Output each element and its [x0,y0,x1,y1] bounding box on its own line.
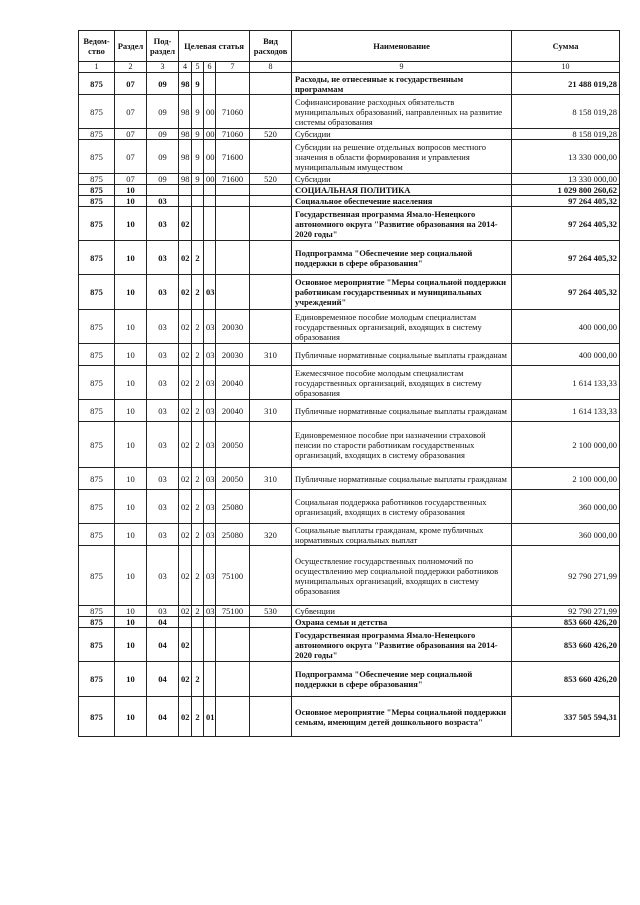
cell-program: 02 [179,546,192,606]
table-row [79,697,620,737]
table-row [79,207,620,241]
cell-sum: 853 660 426,20 [512,662,620,697]
cell-ved: 875 [79,546,115,606]
cell-vid [250,275,292,310]
cell-event: 03 [204,422,216,468]
table-row [79,129,620,140]
cell-sum: 8 158 019,28 [512,95,620,129]
cell-direction [216,617,250,628]
cell-ved: 875 [79,196,115,207]
cell-subprogram [192,617,204,628]
cell-razdel: 10 [115,275,147,310]
cell-event [204,207,216,241]
cell-program: 02 [179,524,192,546]
cell-sum: 97 264 405,32 [512,196,620,207]
cell-event: 03 [204,468,216,490]
cell-subprogram: 2 [192,366,204,400]
table-row [79,275,620,310]
cell-podrazdel: 03 [147,546,179,606]
cell-razdel: 10 [115,628,147,662]
cell-name: Субсидии на решение отдельных вопросов местного значения в области формирования и управления муниципальным имуществом [292,140,512,174]
cell-subprogram: 2 [192,468,204,490]
cell-ved: 875 [79,95,115,129]
cell-program: 98 [179,95,192,129]
cell-razdel: 10 [115,617,147,628]
table-row [79,662,620,697]
cell-razdel: 10 [115,662,147,697]
cell-program [179,185,192,196]
cell-sum: 360 000,00 [512,490,620,524]
cell-ved: 875 [79,174,115,185]
cell-razdel: 10 [115,546,147,606]
cell-name: Государственная программа Ямало-Ненецкого автономного округа "Развитие образования на 2014-2020 годы" [292,628,512,662]
cell-ved: 875 [79,662,115,697]
cell-vid: 520 [250,174,292,185]
cell-direction: 71060 [216,129,250,140]
cell-event: 01 [204,697,216,737]
cell-podrazdel: 09 [147,95,179,129]
cell-razdel: 07 [115,129,147,140]
cell-direction [216,207,250,241]
cell-sum: 8 158 019,28 [512,129,620,140]
table-row [79,617,620,628]
table-row [79,310,620,344]
cell-subprogram: 2 [192,275,204,310]
cell-direction [216,196,250,207]
budget-table-page [78,30,619,737]
cell-vid: 520 [250,129,292,140]
cell-direction: 75100 [216,546,250,606]
cell-program: 98 [179,174,192,185]
cell-direction: 25080 [216,524,250,546]
cell-event: 03 [204,310,216,344]
cell-name: Расходы, не отнесенные к государственным программам [292,73,512,95]
cell-program: 98 [179,140,192,174]
table-row [79,628,620,662]
cell-subprogram [192,185,204,196]
cell-razdel: 10 [115,185,147,196]
cell-podrazdel: 03 [147,310,179,344]
cell-sum: 97 264 405,32 [512,241,620,275]
cell-name: Основное мероприятие "Меры социальной поддержки работникам государственных и муниципальных учреждений" [292,275,512,310]
cell-direction: 20050 [216,468,250,490]
cell-sum: 360 000,00 [512,524,620,546]
cell-sum: 1 614 133,33 [512,400,620,422]
cell-sum: 337 505 594,31 [512,697,620,737]
cell-podrazdel: 04 [147,662,179,697]
cell-direction [216,697,250,737]
cell-name: Подпрограмма "Обеспечение мер социальной поддержки в сфере образования" [292,662,512,697]
cell-subprogram [192,196,204,207]
cell-name: Социальная поддержка работников государственных организаций, входящих в систему образования [292,490,512,524]
cell-subprogram: 2 [192,697,204,737]
cell-name: Основное мероприятие "Меры социальной поддержки семьям, имеющим детей дошкольного возраста" [292,697,512,737]
cell-subprogram: 2 [192,422,204,468]
cell-event: 03 [204,275,216,310]
cell-event: 00 [204,95,216,129]
cell-razdel: 10 [115,697,147,737]
cell-ved: 875 [79,129,115,140]
cell-razdel: 07 [115,73,147,95]
cell-podrazdel: 04 [147,628,179,662]
cell-event: 03 [204,344,216,366]
cell-podrazdel: 03 [147,344,179,366]
cell-program: 98 [179,129,192,140]
cell-sum: 13 330 000,00 [512,174,620,185]
cell-vid [250,241,292,275]
budget-table [78,30,620,737]
cell-vid [250,422,292,468]
cell-program: 02 [179,241,192,275]
cell-direction: 20050 [216,422,250,468]
cell-ved: 875 [79,628,115,662]
cell-name: Ежемесячное пособие молодым специалистам государственных организаций, входящих в систему образования [292,366,512,400]
cell-program: 02 [179,400,192,422]
cell-direction: 25080 [216,490,250,524]
header-vid: Вид расходов [250,31,292,62]
column-number: 1 [79,62,115,73]
column-number-row [79,62,620,73]
cell-razdel: 07 [115,174,147,185]
cell-name: Охрана семьи и детства [292,617,512,628]
column-number: 8 [250,62,292,73]
cell-razdel: 10 [115,422,147,468]
cell-razdel: 10 [115,524,147,546]
cell-podrazdel [147,185,179,196]
cell-event: 03 [204,606,216,617]
cell-vid: 310 [250,468,292,490]
cell-podrazdel: 03 [147,524,179,546]
column-number: 3 [147,62,179,73]
cell-sum: 92 790 271,99 [512,606,620,617]
cell-razdel: 10 [115,490,147,524]
cell-sum: 853 660 426,20 [512,617,620,628]
cell-subprogram: 2 [192,546,204,606]
cell-subprogram: 9 [192,140,204,174]
cell-sum: 92 790 271,99 [512,546,620,606]
cell-direction: 20030 [216,310,250,344]
cell-sum: 97 264 405,32 [512,275,620,310]
cell-event: 03 [204,524,216,546]
cell-podrazdel: 03 [147,400,179,422]
cell-program: 02 [179,310,192,344]
cell-direction [216,628,250,662]
cell-subprogram: 2 [192,606,204,617]
cell-event [204,617,216,628]
column-number: 10 [512,62,620,73]
cell-ved: 875 [79,617,115,628]
cell-podrazdel: 03 [147,366,179,400]
table-row [79,490,620,524]
cell-razdel: 10 [115,310,147,344]
cell-vid [250,628,292,662]
cell-program [179,196,192,207]
cell-program: 02 [179,422,192,468]
cell-direction: 71600 [216,174,250,185]
cell-subprogram: 2 [192,524,204,546]
table-row [79,524,620,546]
cell-program: 02 [179,662,192,697]
table-row [79,241,620,275]
cell-event: 03 [204,400,216,422]
cell-razdel: 07 [115,95,147,129]
table-row [79,366,620,400]
cell-sum: 400 000,00 [512,344,620,366]
cell-vid [250,662,292,697]
cell-sum: 1 029 800 260,62 [512,185,620,196]
table-row [79,140,620,174]
cell-subprogram: 2 [192,241,204,275]
cell-vid [250,207,292,241]
cell-podrazdel: 09 [147,174,179,185]
cell-razdel: 10 [115,207,147,241]
cell-direction [216,241,250,275]
cell-vid [250,546,292,606]
cell-event [204,73,216,95]
cell-event: 03 [204,490,216,524]
cell-podrazdel: 04 [147,617,179,628]
cell-subprogram: 2 [192,310,204,344]
column-number: 5 [192,62,204,73]
cell-ved: 875 [79,275,115,310]
cell-subprogram: 2 [192,490,204,524]
table-row [79,400,620,422]
column-number: 9 [292,62,512,73]
cell-program: 02 [179,366,192,400]
cell-ved: 875 [79,185,115,196]
cell-program: 02 [179,207,192,241]
cell-program: 02 [179,275,192,310]
cell-podrazdel: 03 [147,241,179,275]
table-row [79,174,620,185]
cell-razdel: 10 [115,344,147,366]
cell-podrazdel: 09 [147,129,179,140]
cell-ved: 875 [79,422,115,468]
cell-podrazdel: 09 [147,73,179,95]
cell-razdel: 10 [115,606,147,617]
cell-sum: 400 000,00 [512,310,620,344]
cell-subprogram: 9 [192,129,204,140]
cell-event: 03 [204,366,216,400]
cell-ved: 875 [79,207,115,241]
table-body [79,73,620,737]
cell-direction: 20030 [216,344,250,366]
cell-direction [216,185,250,196]
cell-program [179,617,192,628]
cell-vid: 310 [250,400,292,422]
cell-direction: 20040 [216,366,250,400]
cell-direction [216,275,250,310]
cell-name: Публичные нормативные социальные выплаты гражданам [292,468,512,490]
cell-direction: 71060 [216,95,250,129]
cell-podrazdel: 03 [147,422,179,468]
cell-ved: 875 [79,606,115,617]
cell-podrazdel: 09 [147,140,179,174]
cell-vid [250,196,292,207]
table-row [79,95,620,129]
cell-vid [250,366,292,400]
cell-sum: 13 330 000,00 [512,140,620,174]
cell-vid: 530 [250,606,292,617]
cell-podrazdel: 03 [147,275,179,310]
cell-name: Субвенции [292,606,512,617]
cell-podrazdel: 03 [147,468,179,490]
cell-program: 02 [179,606,192,617]
table-row [79,185,620,196]
cell-ved: 875 [79,490,115,524]
cell-vid [250,310,292,344]
cell-vid [250,140,292,174]
cell-name: Социальные выплаты гражданам, кроме публичных нормативных социальных выплат [292,524,512,546]
header-sum: Сумма [512,31,620,62]
cell-ved: 875 [79,468,115,490]
cell-razdel: 10 [115,400,147,422]
cell-name: Единовременное пособие молодым специалистам государственных организаций, входящих в систему образования [292,310,512,344]
cell-name: Осуществление государственных полномочий по осуществлению мер социальной поддержки работников муниципальных организаций, входящих в систему образования [292,546,512,606]
cell-name: Публичные нормативные социальные выплаты гражданам [292,344,512,366]
cell-sum: 2 100 000,00 [512,468,620,490]
cell-subprogram: 9 [192,73,204,95]
cell-ved: 875 [79,366,115,400]
cell-name: Подпрограмма "Обеспечение мер социальной поддержки в сфере образования" [292,241,512,275]
cell-podrazdel: 03 [147,196,179,207]
table-row [79,344,620,366]
header-razdel: Раздел [115,31,147,62]
table-row [79,73,620,95]
cell-sum: 853 660 426,20 [512,628,620,662]
cell-ved: 875 [79,140,115,174]
cell-name: Государственная программа Ямало-Ненецкого автономного округа "Развитие образования на 2014-2020 годы" [292,207,512,241]
column-number: 2 [115,62,147,73]
cell-subprogram [192,628,204,662]
cell-event: 00 [204,129,216,140]
header-celevaya: Целевая статья [179,31,250,62]
cell-vid [250,697,292,737]
cell-program: 02 [179,468,192,490]
cell-event [204,662,216,697]
table-row [79,468,620,490]
table-row [79,196,620,207]
table-row [79,606,620,617]
cell-ved: 875 [79,697,115,737]
cell-subprogram: 2 [192,400,204,422]
table-row [79,422,620,468]
column-number: 4 [179,62,192,73]
cell-ved: 875 [79,524,115,546]
cell-vid: 310 [250,344,292,366]
cell-name: Софинансирование расходных обязательств муниципальных образований, направленных на развитие системы образования [292,95,512,129]
cell-ved: 875 [79,73,115,95]
cell-ved: 875 [79,310,115,344]
cell-sum: 97 264 405,32 [512,207,620,241]
cell-subprogram: 9 [192,174,204,185]
column-number: 7 [216,62,250,73]
cell-program: 98 [179,73,192,95]
cell-podrazdel: 03 [147,207,179,241]
cell-sum: 21 488 019,28 [512,73,620,95]
column-number: 6 [204,62,216,73]
cell-event [204,185,216,196]
cell-razdel: 10 [115,468,147,490]
cell-event [204,241,216,275]
cell-direction: 71600 [216,140,250,174]
cell-direction [216,662,250,697]
cell-subprogram [192,207,204,241]
cell-direction: 75100 [216,606,250,617]
cell-program: 02 [179,628,192,662]
cell-event: 00 [204,174,216,185]
cell-vid [250,95,292,129]
cell-razdel: 10 [115,196,147,207]
cell-name: Публичные нормативные социальные выплаты гражданам [292,400,512,422]
cell-subprogram: 2 [192,344,204,366]
cell-name: Социальное обеспечение населения [292,196,512,207]
cell-program: 02 [179,490,192,524]
cell-event: 00 [204,140,216,174]
cell-podrazdel: 03 [147,606,179,617]
cell-razdel: 07 [115,140,147,174]
cell-podrazdel: 03 [147,490,179,524]
cell-program: 02 [179,344,192,366]
header-podrazdel: Под-раздел [147,31,179,62]
header-name: Наименование [292,31,512,62]
cell-vid [250,617,292,628]
cell-subprogram: 2 [192,662,204,697]
cell-razdel: 10 [115,241,147,275]
cell-podrazdel: 04 [147,697,179,737]
cell-program: 02 [179,697,192,737]
table-row [79,546,620,606]
cell-name: СОЦИАЛЬНАЯ ПОЛИТИКА [292,185,512,196]
cell-direction: 20040 [216,400,250,422]
header-ved: Ведом-ство [79,31,115,62]
cell-ved: 875 [79,400,115,422]
cell-event: 03 [204,546,216,606]
cell-event [204,196,216,207]
cell-name: Единовременное пособие при назначении страховой пенсии по старости работникам государственных организаций, входящих в систему образования [292,422,512,468]
cell-vid [250,73,292,95]
cell-name: Субсидии [292,174,512,185]
cell-sum: 2 100 000,00 [512,422,620,468]
cell-event [204,628,216,662]
header-row [79,31,620,62]
cell-razdel: 10 [115,366,147,400]
cell-sum: 1 614 133,33 [512,366,620,400]
cell-subprogram: 9 [192,95,204,129]
cell-direction [216,73,250,95]
cell-name: Субсидии [292,129,512,140]
cell-ved: 875 [79,241,115,275]
cell-vid: 320 [250,524,292,546]
cell-vid [250,490,292,524]
cell-vid [250,185,292,196]
cell-ved: 875 [79,344,115,366]
